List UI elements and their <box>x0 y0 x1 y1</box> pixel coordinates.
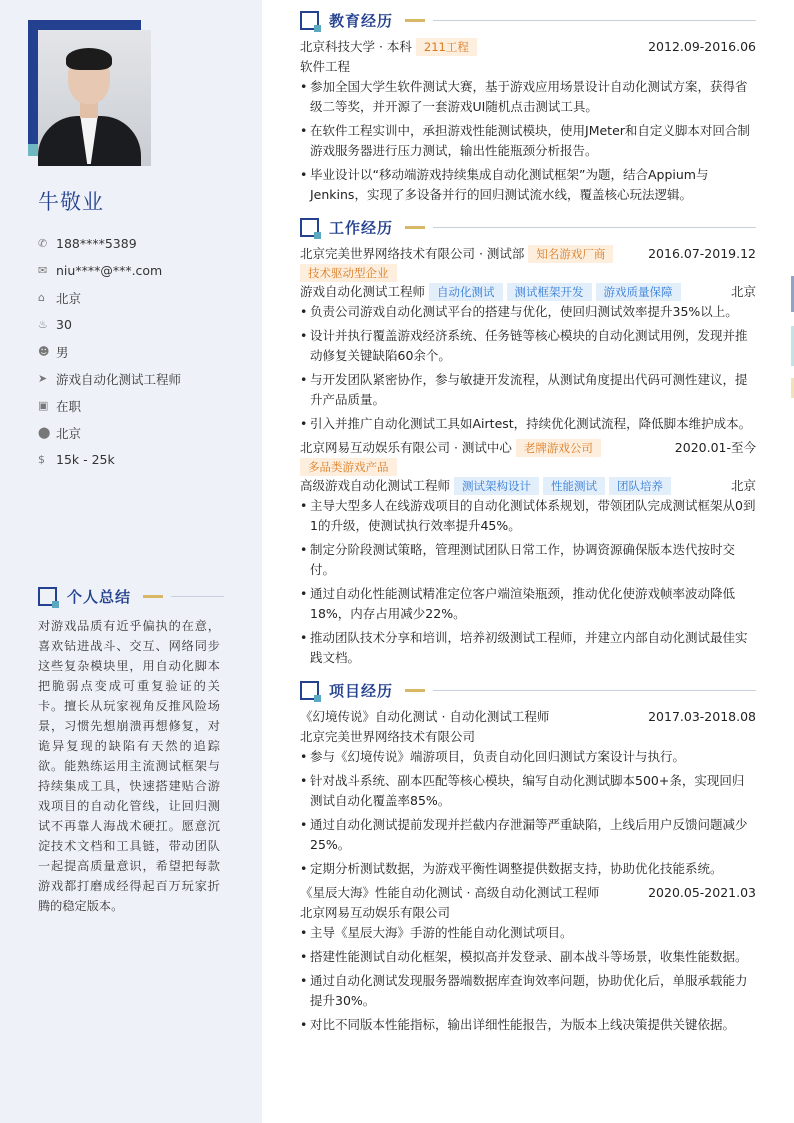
bullet-item: • 主导大型多人在线游戏项目的自动化测试体系规划，带领团队完成测试框架从0到1的升级，使测试执行效率提升45%。 <box>300 496 756 536</box>
contact-text: 游戏自动化测试工程师 <box>56 371 182 387</box>
home-icon: ⌂ <box>38 291 45 304</box>
job-company-tag-row <box>300 264 756 282</box>
bullet-item: • 搭建性能测试自动化框架，模拟高并发登录、副本战斗等场景，收集性能数据。 <box>300 947 756 967</box>
project-row <box>300 707 756 727</box>
bullet-item: • 制定分阶段测试策略，管理测试团队日常工作，协调资源确保版本迭代按时交付。 <box>300 540 756 580</box>
bullet-item: • 参与《幻境传说》端游项目，负责自动化回归测试方案设计与执行。 <box>300 747 756 767</box>
education-period: 2012.09-2016.06 <box>648 39 756 54</box>
company-tag: 技术驱动型企业 <box>300 264 397 282</box>
contact-text: 北京 <box>56 290 82 306</box>
bullet-item: • 毕业设计以“移动端游戏持续集成自动化测试框架”为题，结合Appium与Jenkins，实现了多设备并行的回归测试流水线，覆盖核心玩法逻辑。 <box>300 165 756 205</box>
contact-text: 188****5389 <box>56 236 137 251</box>
company-name: 北京网易互动娱乐有限公司 · 测试中心 <box>300 440 512 455</box>
project-company: 北京网易互动娱乐有限公司 <box>300 905 451 920</box>
section-icon <box>300 218 319 237</box>
avatar <box>38 30 151 166</box>
work-header <box>300 217 756 238</box>
job-role-group <box>300 282 681 302</box>
section-icon <box>300 681 319 700</box>
contact-text: 在职 <box>56 398 82 414</box>
contact-text: niu****@***.com <box>56 263 163 278</box>
job-company-tag-group <box>300 264 397 282</box>
job-role: 高级游戏自动化测试工程师 <box>300 478 451 493</box>
project-section <box>300 680 756 1035</box>
bullet-item: • 通过自动化测试发现服务器端数据库查询效率问题，协助优化后，单服承载能力提升30%。 <box>300 971 756 1011</box>
job-period: 2020.01-至今 <box>674 440 756 455</box>
briefcase-icon: ▣ <box>38 399 49 412</box>
school-name: 北京科技大学 · 本科 <box>300 39 412 54</box>
job-company-group <box>300 244 613 264</box>
job-role-row <box>300 282 756 302</box>
job-company-row <box>300 244 756 264</box>
bullet-item: • 设计并执行覆盖游戏经济系统、任务链等核心模块的自动化测试用例，发现并推动修复关键缺陷60余个。 <box>300 326 756 366</box>
job-role-group <box>300 476 671 496</box>
skill-tag: 团队培养 <box>609 477 671 495</box>
summary-text: 对游戏品质有近乎偏执的在意，喜欢钻进战斗、交互、网络同步这些复杂模块里，用自动化脚本把脆弱点变成可重复验证的关卡。擅长从玩家视角反推风险场景，习惯先想崩溃再想修复，对诡异复现的缺陷有天然的追踪欲。能熟练运用主流测试框架与持续集成工具，快速搭建贴合游戏项目的自动化管线，让回归测试不再靠人海战术硬扛。愿意沉淀技术文档和工具链，带动团队一起提高质量意识，希望把每款游戏都打磨成经得起百万玩家折腾的稳定版本。 <box>38 619 220 913</box>
project-row <box>300 883 756 903</box>
location-icon: ⬤ <box>38 426 51 439</box>
major: 软件工程 <box>300 59 351 74</box>
contact-row <box>38 419 181 446</box>
contact-row <box>38 446 181 473</box>
profile-name: 牛敬业 <box>38 190 104 214</box>
education-header <box>300 10 756 31</box>
project-list <box>300 707 756 1035</box>
skill-tag: 性能测试 <box>543 477 605 495</box>
job-period: 2016.07-2019.12 <box>648 246 756 261</box>
project-period: 2020.05-2021.03 <box>648 885 756 900</box>
contact-row <box>38 284 181 311</box>
bullet-item: • 推动团队技术分享和培训，培养初级测试工程师，并建立内部自动化测试最佳实践文档。 <box>300 628 756 668</box>
company-name: 北京完美世界网络技术有限公司 · 测试部 <box>300 246 525 261</box>
project-name: 《幻境传说》自动化测试 · 自动化测试工程师 <box>300 709 550 724</box>
job-city: 北京 <box>730 478 756 493</box>
sidebar <box>0 0 262 1123</box>
contact-row <box>38 257 181 284</box>
skill-tag: 游戏质量保障 <box>596 283 681 301</box>
contact-list <box>38 230 181 473</box>
bullet-item: • 引入并推广自动化测试工具如Airtest，持续优化测试流程，降低脚本维护成本。 <box>300 414 756 434</box>
work-section <box>300 217 756 668</box>
job-role: 游戏自动化测试工程师 <box>300 284 426 299</box>
bullet-item: • 通过自动化测试提前发现并拦截内存泄漏等严重缺陷，上线后用户反馈问题减少25%。 <box>300 815 756 855</box>
section-icon <box>38 587 57 606</box>
bullet-item: • 与开发团队紧密协作，参与敏捷开发流程，从测试角度提出代码可测性建议，提升产品质量。 <box>300 370 756 410</box>
phone-icon: ✆ <box>38 237 48 250</box>
contact-text: 北京 <box>56 425 82 441</box>
skill-tag: 自动化测试 <box>429 283 503 301</box>
project-title: 项目经历 <box>329 682 394 700</box>
main-content <box>300 10 756 1047</box>
company-tag: 知名游戏厂商 <box>528 245 613 263</box>
bullet-item: • 在软件工程实训中，承担游戏性能测试模块，使用JMeter和自定义脚本对回合制游戏服务器进行压力测试，输出性能瓶颈分析报告。 <box>300 121 756 161</box>
job-company-tag-group <box>300 458 397 476</box>
section-icon <box>300 11 319 30</box>
salary-icon: $ <box>38 453 45 466</box>
contact-text: 15k - 25k <box>56 452 115 467</box>
project-name: 《星辰大海》性能自动化测试 · 高级自动化测试工程师 <box>300 885 600 900</box>
project-bullets <box>300 923 756 1035</box>
job-company-row <box>300 438 756 458</box>
bullet-item: • 通过自动化性能测试精准定位客户端渲染瓶颈，推动优化使游戏帧率波动降低18%，内存占用减少22%。 <box>300 584 756 624</box>
bullet-item: • 对比不同版本性能指标，输出详细性能报告，为版本上线决策提供关键依据。 <box>300 1015 756 1035</box>
summary-title: 个人总结 <box>67 588 132 606</box>
project-bullets <box>300 747 756 879</box>
project-period: 2017.03-2018.08 <box>648 709 756 724</box>
job-company-group <box>300 438 601 458</box>
education-section <box>300 10 756 205</box>
job-bullets <box>300 302 756 434</box>
education-title: 教育经历 <box>329 12 394 30</box>
bullet-item: • 定期分析测试数据，为游戏平衡性调整提供数据支持，协助优化技能系统。 <box>300 859 756 879</box>
job-company-tag-row <box>300 458 756 476</box>
gender-icon: ☻ <box>38 345 50 358</box>
education-bullets <box>300 77 756 205</box>
contact-row <box>38 365 181 392</box>
cake-icon: ♨ <box>38 318 48 331</box>
bullet-item: • 参加全国大学生软件测试大赛，基于游戏应用场景设计自动化测试方案，获得省级二等奖，并开源了一套游戏UI随机点击测试工具。 <box>300 77 756 117</box>
summary-header <box>38 586 224 607</box>
contact-row <box>38 311 181 338</box>
bullet-item: • 负责公司游戏自动化测试平台的搭建与优化，使回归测试效率提升35%以上。 <box>300 302 756 322</box>
job-role-row <box>300 476 756 496</box>
company-tag: 老牌游戏公司 <box>516 439 601 457</box>
send-icon: ➤ <box>38 372 48 385</box>
photo-accent <box>28 144 38 156</box>
project-company: 北京完美世界网络技术有限公司 <box>300 729 476 744</box>
work-title: 工作经历 <box>329 219 394 237</box>
job-list <box>300 244 756 668</box>
contact-text: 男 <box>56 344 69 360</box>
contact-row <box>38 230 181 257</box>
school-tag: 211工程 <box>416 38 477 56</box>
skill-tag: 测试架构设计 <box>454 477 539 495</box>
skill-tag: 测试框架开发 <box>507 283 592 301</box>
contact-text: 30 <box>56 317 72 332</box>
bullet-item: • 主导《星辰大海》手游的性能自动化测试项目。 <box>300 923 756 943</box>
email-icon: ✉ <box>38 264 48 277</box>
job-city: 北京 <box>730 284 756 299</box>
bullet-item: • 针对战斗系统、副本匹配等核心模块，编写自动化测试脚本500+条，实现回归测试自动化覆盖率85%。 <box>300 771 756 811</box>
education-row <box>300 37 756 57</box>
job-bullets <box>300 496 756 668</box>
contact-row <box>38 392 181 419</box>
contact-row <box>38 338 181 365</box>
company-tag: 多品类游戏产品 <box>300 458 397 476</box>
project-header <box>300 680 756 701</box>
